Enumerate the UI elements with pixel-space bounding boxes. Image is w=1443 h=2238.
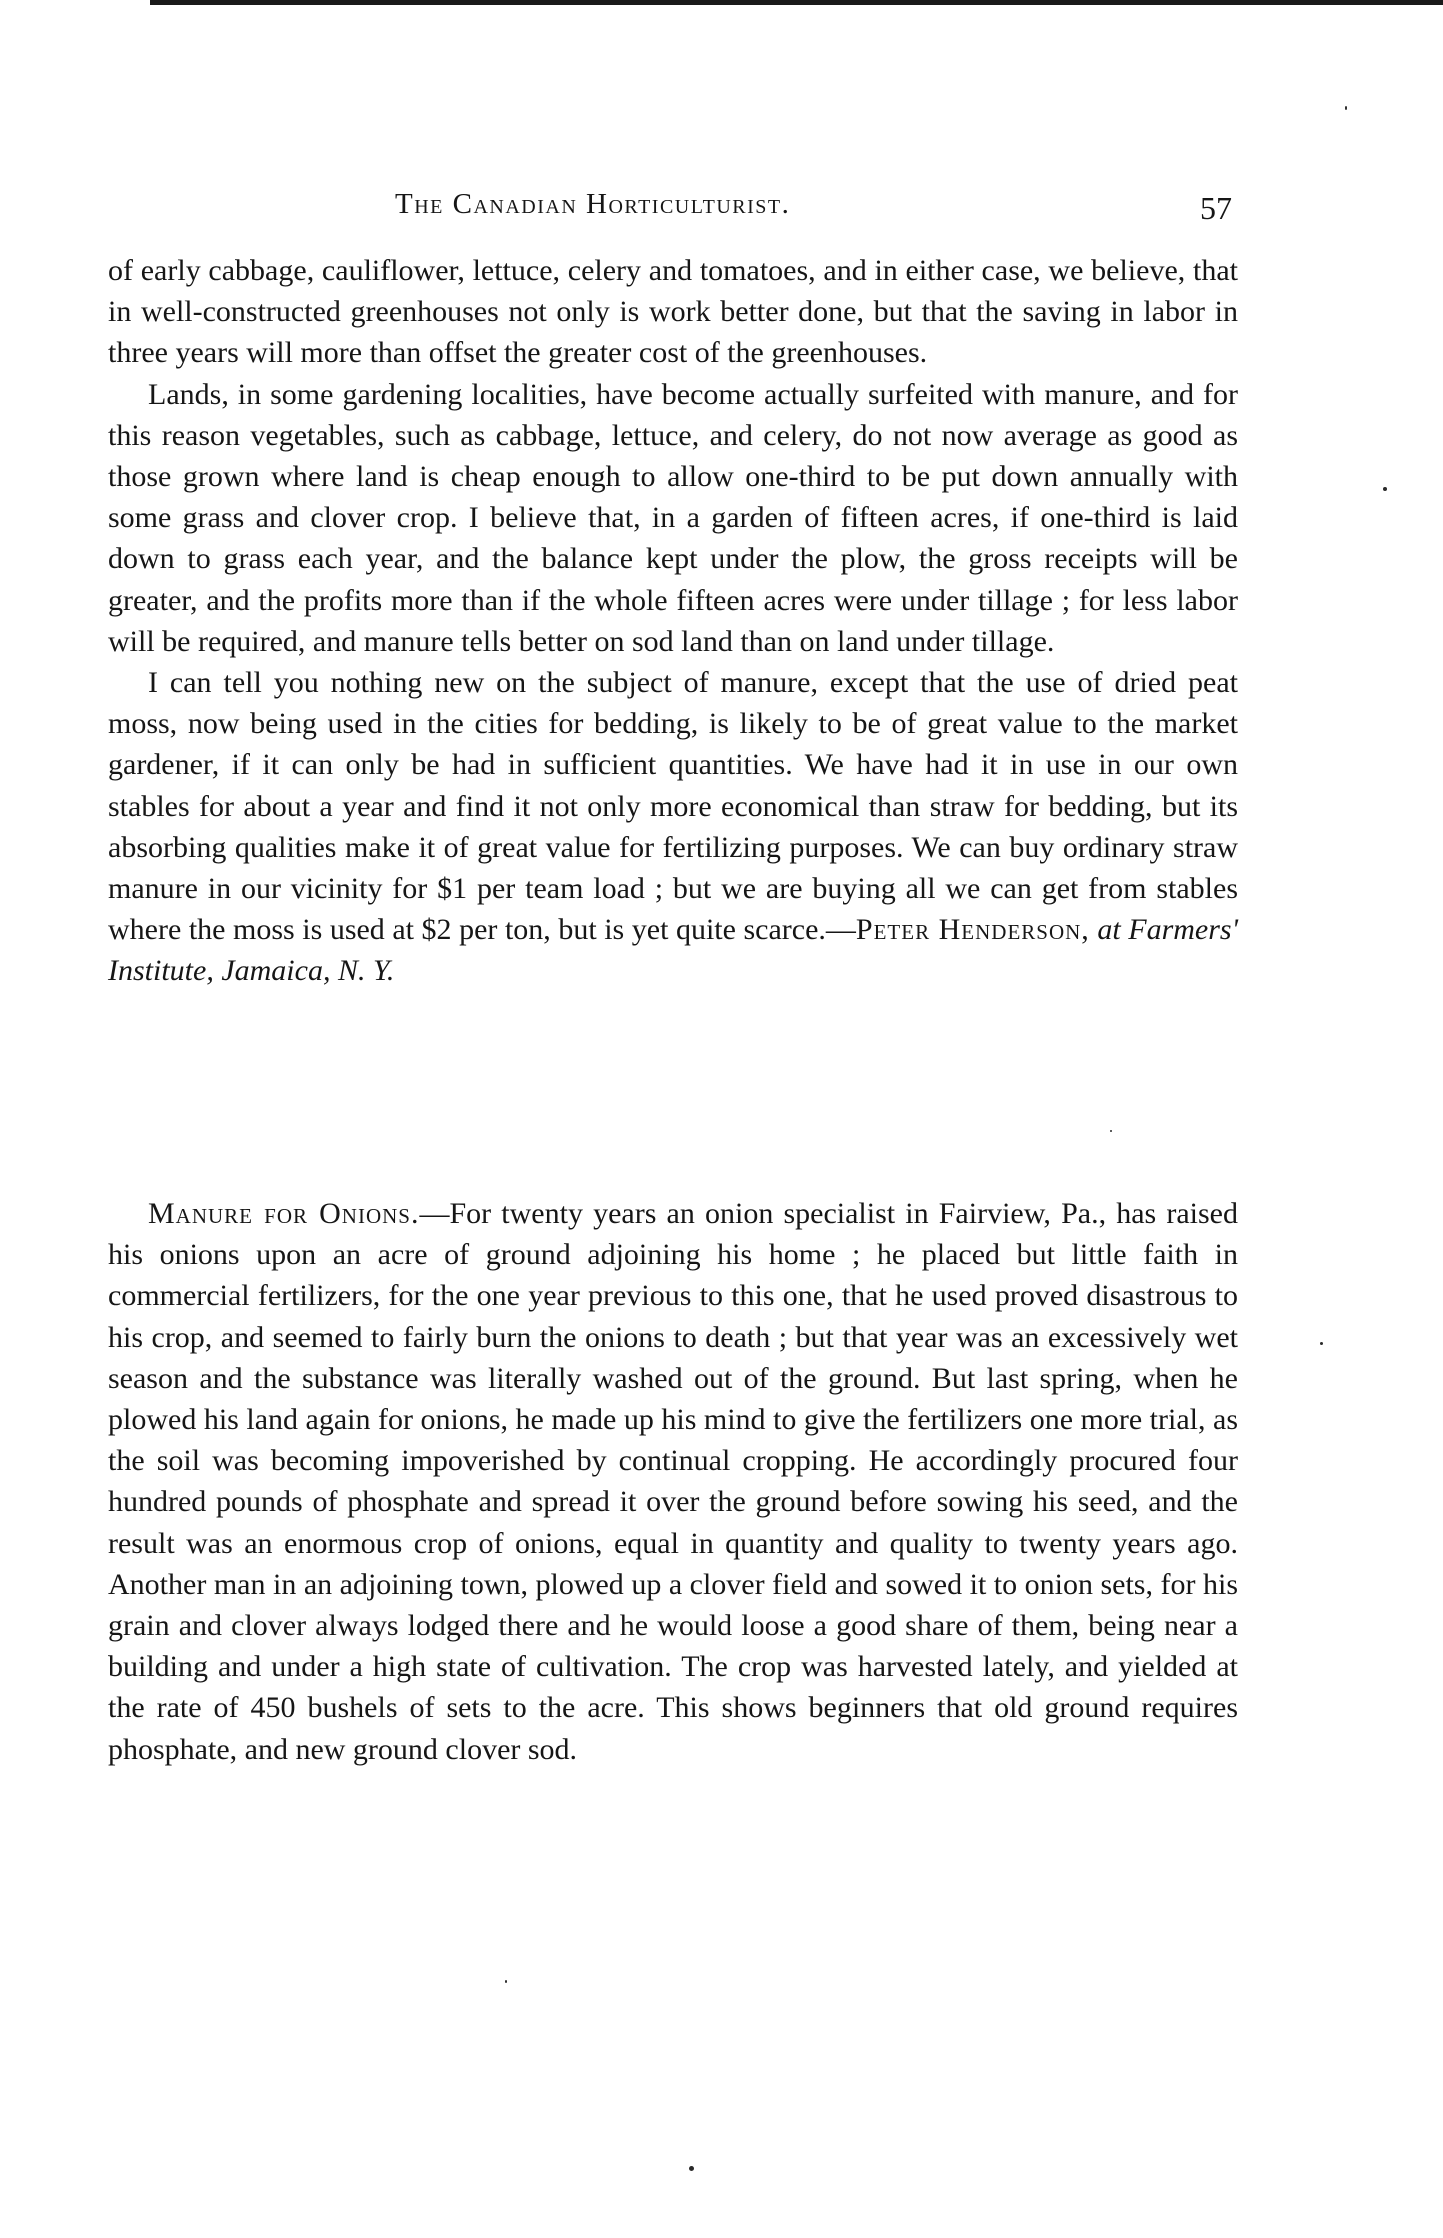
ink-speck <box>1320 1342 1323 1345</box>
running-title: The Canadian Horticulturist. <box>395 188 791 220</box>
page-number: 57 <box>1200 190 1232 226</box>
signature-at: at <box>1089 913 1129 947</box>
signature-place: Farmers' Institute, Jamaica, N. Y. <box>108 913 1238 988</box>
ink-speck <box>1110 1130 1112 1132</box>
article-manure-for-onions <box>108 1193 1238 1770</box>
top-border-rule <box>150 0 1443 5</box>
onions-body-text: For twenty years an onion specialist in Fairview, Pa., has raised his onions upon an acre of ground adjoining his home ; he placed but little faith in commercial fertilizers, for the one year previous to this one, that he used proved disastrous to his crop, and seemed to fairly burn the onions to death ; but that year was an excessively wet season and the substance was literally washed out of the ground. But last spring, when he plowed his land again for onions, he made up his mind to give the fertilizers one more trial, as the soil was becoming impoverished by continual cropping. He accordingly procured four hundred pounds of phosphate and spread it over the ground before sowing his seed, and the result was an enormous crop of onions, equal in quantity and quality to twenty years ago. Another man in an adjoining town, plowed up a clover field and sowed it to onion sets, for his grain and clover always lodged there and he would loose a good share of them, being near a building and under a high state of cultivation. The crop was harvested lately, and yielded at the rate of 450 bushels of sets to the acre. This shows beginners that old ground requires phosphate, and new ground clover sod. <box>108 1197 1238 1766</box>
ink-speck <box>1383 487 1387 491</box>
ink-speck <box>1345 106 1347 110</box>
paragraph-3-text: I can tell you nothing new on the subject of manure, except that the use of dried peat moss, now being used in the cities for bedding, is likely to be of great value to the market gardener, if it can only be had in sufficient quantities. We have had it in use in our own stables for about a year and find it not only more economical than straw for bedding, but its absorbing qualities make it of great value for fertilizing purposes. We can buy ordinary straw manure in our vicinity for $1 per team load ; but we are buying all we can get from stables where the moss is used at $2 per ton, but is yet quite scarce.— <box>108 666 1238 947</box>
paragraph-2: Lands, in some gardening localities, have become actually surfeited with manure, and for this reason vegetables, such as cabbage, lettuce, and celery, do not now average as good as those grown where land is cheap enough to allow one-third to be put down annually with some grass and clover crop. I believe that, in a garden of fifteen acres, if one-third is laid down to grass each year, and the balance kept under the plow, the gross receipts will be greater, and the profits more than if the whole fifteen acres were under tillage ; for less labor will be required, and manure tells better on sod land than on land under tillage. <box>108 377 1238 658</box>
article-greenhouses-manure <box>108 250 1238 992</box>
running-header <box>0 188 1443 228</box>
ink-speck <box>689 2166 694 2171</box>
heading-dash: — <box>419 1197 450 1230</box>
paragraph-3 <box>108 662 1238 992</box>
author-signature: Peter Henderson, <box>855 913 1090 947</box>
paragraph-1: of early cabbage, cauliflower, lettuce, celery and tomatoes, and in either case, we believe, that in well-constructed greenhouses not only is work better done, but that the saving in labor in three years will more than offset the greater cost of the greenhouses. <box>108 254 1238 370</box>
article-heading: Manure for Onions. <box>148 1197 420 1230</box>
ink-speck <box>505 1980 507 1983</box>
onions-paragraph <box>108 1193 1238 1770</box>
